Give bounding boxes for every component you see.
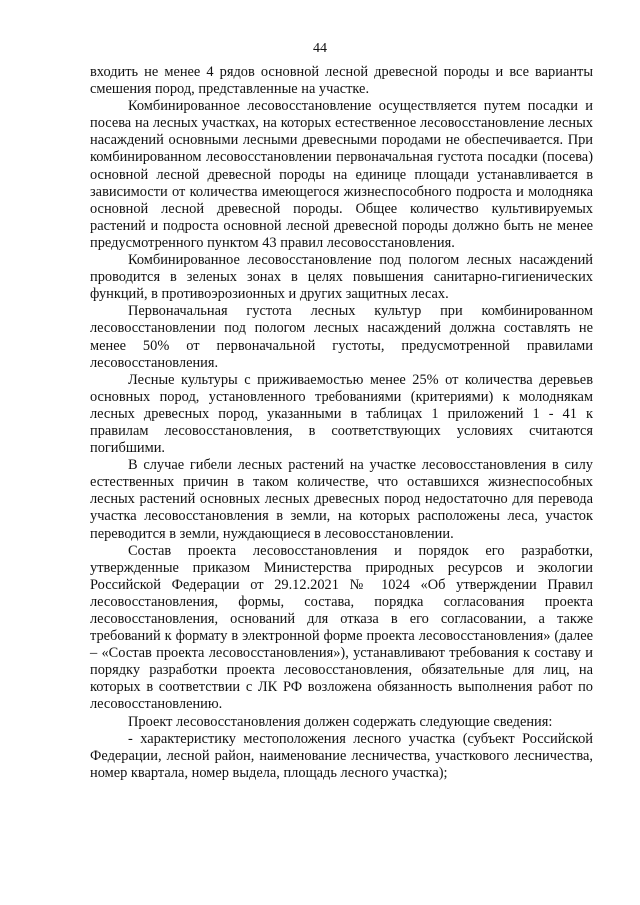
- document-body: [90, 64, 593, 782]
- list-item: - характеристику местоположения лесного участка (субъект Российской Федерации, лесной район, наименование лесничества, участкового лесничества, номер квартала, номер выдела, площадь лесного участка);: [90, 730, 593, 781]
- paragraph-5: Лесные культуры с приживаемостью менее 25% от количества деревьев основных пород, установленного требованиями (критериями) к молоднякам лесных древесных пород, указанными в таблицах 1 приложений 1 - 41 к правилам лесовосстановления, в соответствующих условиях считаются погибшими.: [90, 371, 593, 457]
- paragraph-7: Состав проекта лесовосстановления и порядок его разработки, утвержденные приказом Министерства природных ресурсов и экологии Российской Федерации от 29.12.2021 № 1024 «Об утверждении Правил лесовосстановления, формы, состава, порядка согласования проекта лесовосстановления, оснований для отказа в его согласовании, а также требований к формату в электронной форме проекта лесовосстановления» (далее – «Состав проекта лесовосстановления»), устанавливают требования к составу и порядку разработки проекта лесовосстановления, обязательные для лиц, на которых в соответствии с ЛК РФ возложена обязанность выполнения работ по лесовосстановлению.: [90, 542, 593, 713]
- paragraph-3: Комбинированное лесовосстановление под пологом лесных насаждений проводится в зеленых зонах в целях повышения санитарно-гигиенических функций, в противоэрозионных и других защитных лесах.: [90, 252, 593, 303]
- paragraph-8: Проект лесовосстановления должен содержать следующие сведения:: [128, 713, 553, 730]
- paragraph-4: Первоначальная густота лесных культур при комбинированном лесовосстановлении под пологом лесных насаждений должна составлять не менее 50% от первоначальной густоты, предусмотренной правилами лесовосстановления.: [90, 303, 593, 371]
- page-number: 44: [313, 41, 327, 56]
- paragraph-6: В случае гибели лесных растений на участке лесовосстановления в силу естественных причин в таком количестве, что оставшихся жизнеспособных лесных растений основных лесных древесных пород недостаточно для перевода участка лесовосстановления в земли, на которых расположены леса, участок переводится в земли, нуждающиеся в лесовосстановлении.: [90, 457, 593, 542]
- paragraph-1: входить не менее 4 рядов основной лесной древесной породы и все варианты смешения пород, представленные на участке.: [90, 64, 593, 98]
- paragraph-2: Комбинированное лесовосстановление осуществляется путем посадки и посева на лесных участках, на которых естественное лесовосстановление лесных насаждений основными лесными древесными породами не обеспечивается. При комбинированном лесовосстановлении первоначальная густота посадки (посева) основной лесной древесной породы на единице площади устанавливается в зависимости от количества имеющегося жизнеспособного подроста и молодняка основной лесной древесной породы. Общее количество культивируемых растений и подроста основной лесной древесной породы должно быть не менее предусмотренного пунктом 43 правил лесовосстановления.: [90, 98, 593, 251]
